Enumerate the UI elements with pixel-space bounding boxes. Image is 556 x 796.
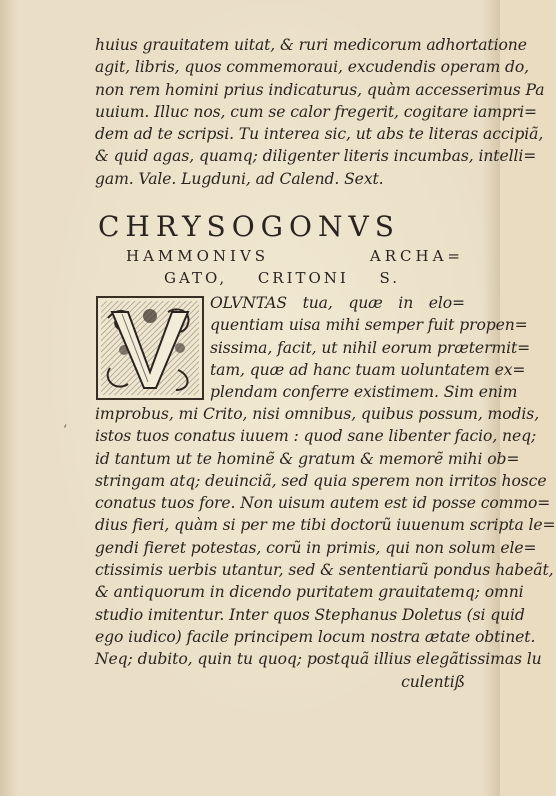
text-line: & quid agas, quamq; diligenter literis incumbas, intelli= — [95, 147, 537, 166]
top-paragraph — [95, 34, 545, 190]
text-line: uuium. Illuc nos, cum se calor fregerit, cogitare iampri= — [95, 102, 537, 121]
margin-mark: ‘ — [63, 423, 68, 438]
text-line: gendi fieret potestas, corũ in primis, qui non solum ele= — [95, 538, 537, 557]
body-paragraph-full-width — [95, 403, 556, 693]
text-line: improbus, mi Crito, nisi omnibus, quibus possum, modis, — [95, 405, 540, 423]
text-line: non rem homini prius indicaturus, quàm accesserimus Pa — [95, 80, 545, 99]
text-line: Neq; dubito, quin tu quoq; postquã illius elegãtissimas lu — [95, 650, 542, 669]
text-line: quentiam uisa mihi semper fuit propen= — [210, 316, 528, 335]
text-line: tam, quæ ad hanc tuam uoluntatem ex= — [210, 360, 526, 379]
text-line: stringam atq; deuinciã, sed quia sperem non irritos hosce — [95, 471, 547, 490]
decorated-initial-V-icon — [98, 298, 202, 398]
decorated-initial — [96, 296, 204, 400]
text-line: dius fieri, quàm si per me tibi doctorũ iuuenum scripta le= — [95, 516, 556, 535]
body-paragraph-beside-initial — [210, 292, 531, 403]
text-line: id tantum ut te hominẽ & gratum & memorẽ mihi ob= — [95, 449, 520, 468]
text-line: studio imitentur. Inter quos Stephanus Doletus (si quid — [95, 605, 525, 624]
catchword: culentiß — [401, 672, 465, 691]
text-line: ego iudico) facile principem locum nostra ætate obtinet. — [95, 627, 536, 646]
text-line: conatus tuos fore. Non uisum autem est id posse commo= — [95, 494, 551, 513]
heading-subtitle-line-2: GATO, CRITONI S. — [164, 269, 400, 287]
text-line: ctissimis uerbis utantur, sed & sententiarũ pondus habeãt, — [95, 561, 554, 580]
text-line: agit, libris, quos commemoraui, excudendis operam do, — [95, 58, 530, 77]
heading-subtitle-line-1: HAMMONIVS ARCHA= — [126, 247, 464, 265]
text-line: huius grauitatem uitat, & ruri medicorum adhortatione — [95, 36, 527, 54]
text-line: OLVNTAS tua, quæ in elo= — [210, 294, 465, 312]
text-line: gam. Vale. Lugduni, ad Calend. Sext. — [95, 169, 384, 188]
heading-title: CHRYSOGONVS — [98, 210, 400, 243]
text-line: & antiquorum in dicendo puritatem grauitatemq; omni — [95, 583, 524, 602]
text-line: dem ad te scripsi. Tu interea sic, ut abs te literas accipiã, — [95, 125, 544, 144]
text-line: plendam conferre existimem. Sim enim — [210, 383, 518, 402]
text-line: istos tuos conatus iuuem : quod sane libenter facio, neq; — [95, 427, 537, 446]
text-line: sissima, facit, ut nihil eorum prætermit= — [210, 338, 531, 357]
